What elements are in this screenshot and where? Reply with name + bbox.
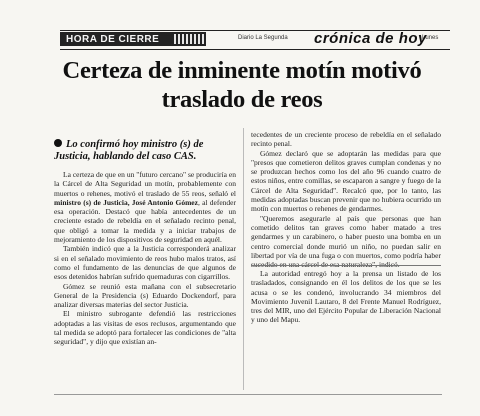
stripes-decoration (174, 34, 204, 44)
headline: Certeza de inminente motín motivó traslado de reos (62, 57, 422, 113)
paragraph: Gómez se reunió esta mañana con el subsecretario General de la Presidencia (s) Eduardo Dockendorf, para analizar diversas materias del sector Justicia. (54, 281, 236, 310)
column-divider (243, 128, 244, 390)
section-title: crónica de hoy (314, 30, 427, 47)
paragraph-text: La certeza de que en un "futuro cercano" se produciría en la Cárcel de Alta Seguridad un motín, probablemente con muertos o rehenes, motivó el traslado de 55 reos, señaló el (54, 170, 236, 198)
paragraph-bold-text: ministro (s) de Justicia, José Antonio Gómez (54, 197, 198, 207)
day-label: Lunes (422, 35, 439, 41)
horizontal-divider (251, 265, 441, 266)
paragraph: "Queremos asegurarle al país que personas que han cometido delitos tan graves como haber matado a tres gendarmes y un carabinero, o haber puesto una bomba en un centro comercial donde murió un niño, no puedan salir en libertad por vía de una fuga o con muertos, como podría haber sucedido en una cárcel de esa naturaleza", indicó. (251, 213, 441, 270)
newspaper-name: Diario La Segunda (238, 35, 288, 41)
hora-de-cierre-box (60, 32, 206, 46)
hora-de-cierre-label: HORA DE CIERRE (66, 33, 160, 45)
paragraph: La autoridad entregó hoy a la prensa un listado de los trasladados, consignando en él los delitos de los que se les acusa o se les condenó, involucrando 34 miembros del Movimiento Juvenil Lautaro, 8 del Frente Manuel Rodríguez, tres del MIR, uno del Ejército Popular de Liberación Nacional y uno del Mapu. (251, 269, 441, 325)
deck-text: Lo confirmó hoy ministro (s) de Justicia, hablando del caso CAS. (54, 139, 204, 162)
paragraph: Gómez declaró que se adoptarán las medidas para que "presos que cometieron delitos graves cumplan condenas y no se produzcan hechos como los del año 96 cuando cuatro de estos niños, entre comillas, se escaparon a sangre y fuego de la Cárcel de Alta Seguridad". Recalcó que, por lo tanto, las medidas adoptadas buscan prevenir que no hubiera ocurrido un motín con muertos o rehenes de gendarmes. (251, 148, 441, 214)
paragraph: tecedentes de un creciente proceso de rebeldía en el señalado recinto penal. (251, 130, 441, 149)
left-column (54, 170, 236, 347)
paragraph-text: , al defender esa operación. Destacó que había antecedentes de un creciente estado de rebeldía en el señalado recinto penal, que obligó a tomar la medida y a iniciar trabajos de mejoramiento de los dispositivos de seguridad en aquél. (54, 197, 236, 245)
paragraph (54, 170, 236, 244)
bottom-divider (54, 394, 442, 395)
deck (54, 139, 240, 163)
paragraph: El ministro subrogante defendió las restricciones adoptadas a las visitas de esos reclusos, argumentando que tal medida se adoptó para fortalecer las condiciones de "alta seguridad", y dijo que existían an- (54, 309, 236, 347)
right-column-lower (251, 269, 441, 325)
paragraph: También indicó que a la Justicia corresponderá analizar si en el señalado movimiento de reos hubo malos tratos, así como el fundamento de las denuncias de que algunos de esos detenidos habrían sufrido quemaduras con cigarrillos. (54, 244, 236, 282)
right-column-upper (251, 130, 441, 269)
section-header (60, 30, 450, 50)
bullet-icon (54, 139, 62, 147)
